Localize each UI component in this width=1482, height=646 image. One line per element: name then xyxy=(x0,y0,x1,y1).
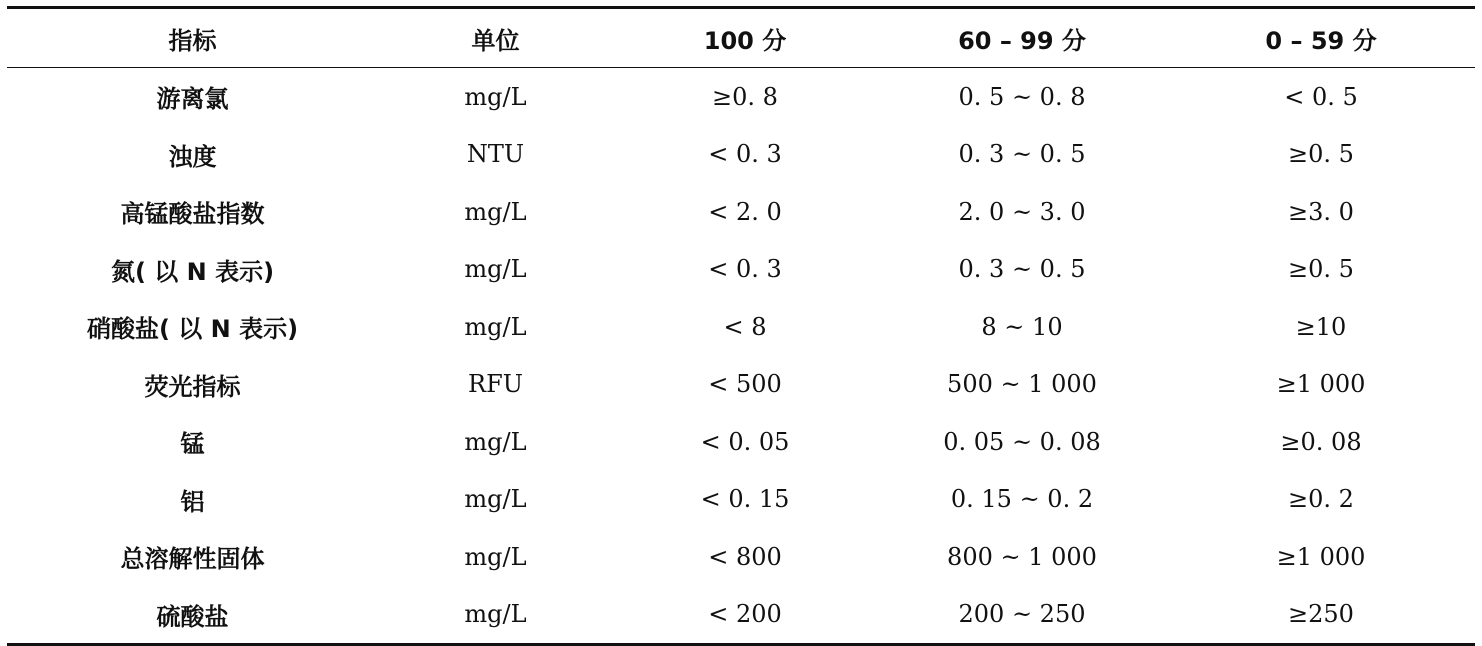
score-0-59-cell: ≥0. 08 xyxy=(1280,427,1362,456)
table-row xyxy=(7,528,1475,586)
score-100-cell: < 200 xyxy=(708,600,782,629)
indicator-cell: 高锰酸盐指数 xyxy=(120,200,265,229)
header-unit: 单位 xyxy=(471,26,520,55)
table-row xyxy=(7,413,1475,471)
indicator-cell: 铝 xyxy=(180,487,205,516)
unit-cell: mg/L xyxy=(464,542,527,571)
score-0-59-cell: ≥1 000 xyxy=(1276,370,1366,399)
table-row xyxy=(7,356,1475,414)
score-60-99-cell: 0. 3 ~ 0. 5 xyxy=(958,140,1086,169)
table-row xyxy=(7,126,1475,184)
score-100-cell: ≥0. 8 xyxy=(712,82,778,111)
score-100-cell: < 0. 3 xyxy=(708,255,782,284)
indicator-cell: 硫酸盐 xyxy=(156,602,229,631)
table-row xyxy=(7,241,1475,299)
table-row xyxy=(7,298,1475,356)
table-row xyxy=(7,68,1475,126)
score-0-59-cell: ≥0. 5 xyxy=(1288,255,1354,284)
table-header xyxy=(7,8,1475,68)
header-score-100: 100 分 xyxy=(703,26,787,55)
score-60-99-cell: 0. 3 ~ 0. 5 xyxy=(958,255,1086,284)
score-100-cell: < 800 xyxy=(708,542,782,571)
indicator-cell: 氮( 以 N 表示) xyxy=(110,257,275,286)
score-100-cell: < 0. 15 xyxy=(700,485,790,514)
score-60-99-cell: 0. 5 ~ 0. 8 xyxy=(958,82,1086,111)
indicator-cell: 游离氯 xyxy=(156,85,229,114)
table-row xyxy=(7,183,1475,241)
header-score-60-99: 60 – 99 分 xyxy=(958,26,1086,55)
score-60-99-cell: 500 ~ 1 000 xyxy=(947,370,1097,399)
score-0-59-cell: ≥0. 5 xyxy=(1288,140,1354,169)
score-0-59-cell: < 0. 5 xyxy=(1284,82,1358,111)
score-60-99-cell: 800 ~ 1 000 xyxy=(947,542,1097,571)
unit-cell: mg/L xyxy=(464,255,527,284)
score-60-99-cell: 0. 15 ~ 0. 2 xyxy=(950,485,1094,514)
unit-cell: mg/L xyxy=(464,485,527,514)
unit-cell: mg/L xyxy=(464,82,527,111)
header-row xyxy=(7,8,1475,68)
indicator-cell: 硝酸盐( 以 N 表示) xyxy=(86,315,299,344)
score-60-99-cell: 0. 05 ~ 0. 08 xyxy=(943,427,1101,456)
score-100-cell: < 2. 0 xyxy=(708,197,782,226)
score-0-59-cell: ≥0. 2 xyxy=(1288,485,1354,514)
header-indicator: 指标 xyxy=(168,26,217,55)
score-60-99-cell: 8 ~ 10 xyxy=(981,312,1063,341)
table-row xyxy=(7,586,1475,645)
unit-cell: RFU xyxy=(468,370,523,399)
scoring-table-container xyxy=(7,6,1475,642)
score-0-59-cell: ≥250 xyxy=(1288,600,1354,629)
score-0-59-cell: ≥1 000 xyxy=(1276,542,1366,571)
water-quality-scoring-table xyxy=(7,6,1475,646)
indicator-cell: 总溶解性固体 xyxy=(120,545,265,574)
table-row xyxy=(7,471,1475,529)
indicator-cell: 浊度 xyxy=(168,142,217,171)
header-score-0-59: 0 – 59 分 xyxy=(1265,26,1377,55)
score-100-cell: < 8 xyxy=(723,312,767,341)
score-0-59-cell: ≥10 xyxy=(1295,312,1347,341)
score-100-cell: < 500 xyxy=(708,370,782,399)
unit-cell: mg/L xyxy=(464,312,527,341)
unit-cell: mg/L xyxy=(464,197,527,226)
score-0-59-cell: ≥3. 0 xyxy=(1288,197,1354,226)
unit-cell: mg/L xyxy=(464,600,527,629)
score-100-cell: < 0. 05 xyxy=(700,427,790,456)
table-body xyxy=(7,68,1475,645)
score-60-99-cell: 200 ~ 250 xyxy=(958,600,1086,629)
indicator-cell: 荧光指标 xyxy=(144,372,241,401)
unit-cell: mg/L xyxy=(464,427,527,456)
indicator-cell: 锰 xyxy=(180,430,205,459)
unit-cell: NTU xyxy=(466,140,525,169)
score-100-cell: < 0. 3 xyxy=(708,140,782,169)
score-60-99-cell: 2. 0 ~ 3. 0 xyxy=(958,197,1086,226)
